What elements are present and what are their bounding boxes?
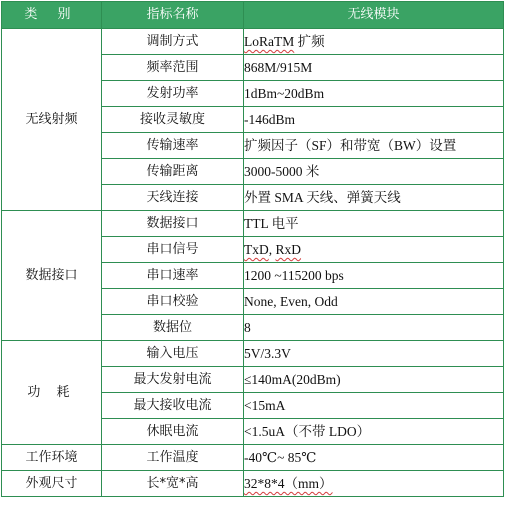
- item-name: 串口校验: [102, 289, 244, 315]
- spec-table: [1, 1, 504, 497]
- category-data: 数据接口: [2, 211, 102, 341]
- table-row: [2, 211, 504, 237]
- item-value: [244, 471, 504, 497]
- item-value: [244, 237, 504, 263]
- category-power: 功 耗: [2, 341, 102, 445]
- value-rxd: RxD: [275, 242, 302, 257]
- item-value: -146dBm: [244, 107, 504, 133]
- spec-sheet: [0, 1, 506, 512]
- item-value: <15mA: [244, 393, 504, 419]
- item-value: 1200 ~115200 bps: [244, 263, 504, 289]
- item-value: 8: [244, 315, 504, 341]
- category-env: 工作环境: [2, 445, 102, 471]
- value-txd: TxD: [244, 242, 269, 257]
- item-name: 接收灵敏度: [102, 107, 244, 133]
- category-size: 外观尺寸: [2, 471, 102, 497]
- header-item: 指标名称: [102, 2, 244, 29]
- item-name: 最大接收电流: [102, 393, 244, 419]
- value-dimensions: 32*8*4（mm）: [244, 476, 333, 491]
- item-value: <1.5uA（不带 LDO）: [244, 419, 504, 445]
- table-row: [2, 445, 504, 471]
- item-name: 发射功率: [102, 81, 244, 107]
- item-value: 外置 SMA 天线、弹簧天线: [244, 185, 504, 211]
- table-row: [2, 471, 504, 497]
- item-name: 串口信号: [102, 237, 244, 263]
- item-name: 休眠电流: [102, 419, 244, 445]
- value-lora: LoRaTM: [244, 34, 295, 49]
- header-value: 无线模块: [244, 2, 504, 29]
- item-name: 数据接口: [102, 211, 244, 237]
- item-value: 扩频因子（SF）和带宽（BW）设置: [244, 133, 504, 159]
- item-value: None, Even, Odd: [244, 289, 504, 315]
- table-header-row: [2, 2, 504, 29]
- value-lora-rest: 扩频: [294, 34, 325, 49]
- item-name: 天线连接: [102, 185, 244, 211]
- table-row: [2, 341, 504, 367]
- table-row: [2, 29, 504, 55]
- item-name: 传输距离: [102, 159, 244, 185]
- item-name: 工作温度: [102, 445, 244, 471]
- item-value: 1dBm~20dBm: [244, 81, 504, 107]
- value-sep: ,: [268, 242, 276, 257]
- header-category: 类 别: [2, 2, 102, 29]
- item-name: 串口速率: [102, 263, 244, 289]
- item-value: [244, 29, 504, 55]
- item-value: TTL 电平: [244, 211, 504, 237]
- item-value: ≤140mA(20dBm): [244, 367, 504, 393]
- item-name: 最大发射电流: [102, 367, 244, 393]
- item-value: 3000-5000 米: [244, 159, 504, 185]
- item-name: 调制方式: [102, 29, 244, 55]
- item-value: 5V/3.3V: [244, 341, 504, 367]
- item-name: 输入电压: [102, 341, 244, 367]
- category-radio: 无线射频: [2, 29, 102, 211]
- item-value: 868M/915M: [244, 55, 504, 81]
- item-name: 传输速率: [102, 133, 244, 159]
- item-name: 频率范围: [102, 55, 244, 81]
- item-name: 数据位: [102, 315, 244, 341]
- item-value: -40℃~ 85℃: [244, 445, 504, 471]
- item-name: 长*宽*高: [102, 471, 244, 497]
